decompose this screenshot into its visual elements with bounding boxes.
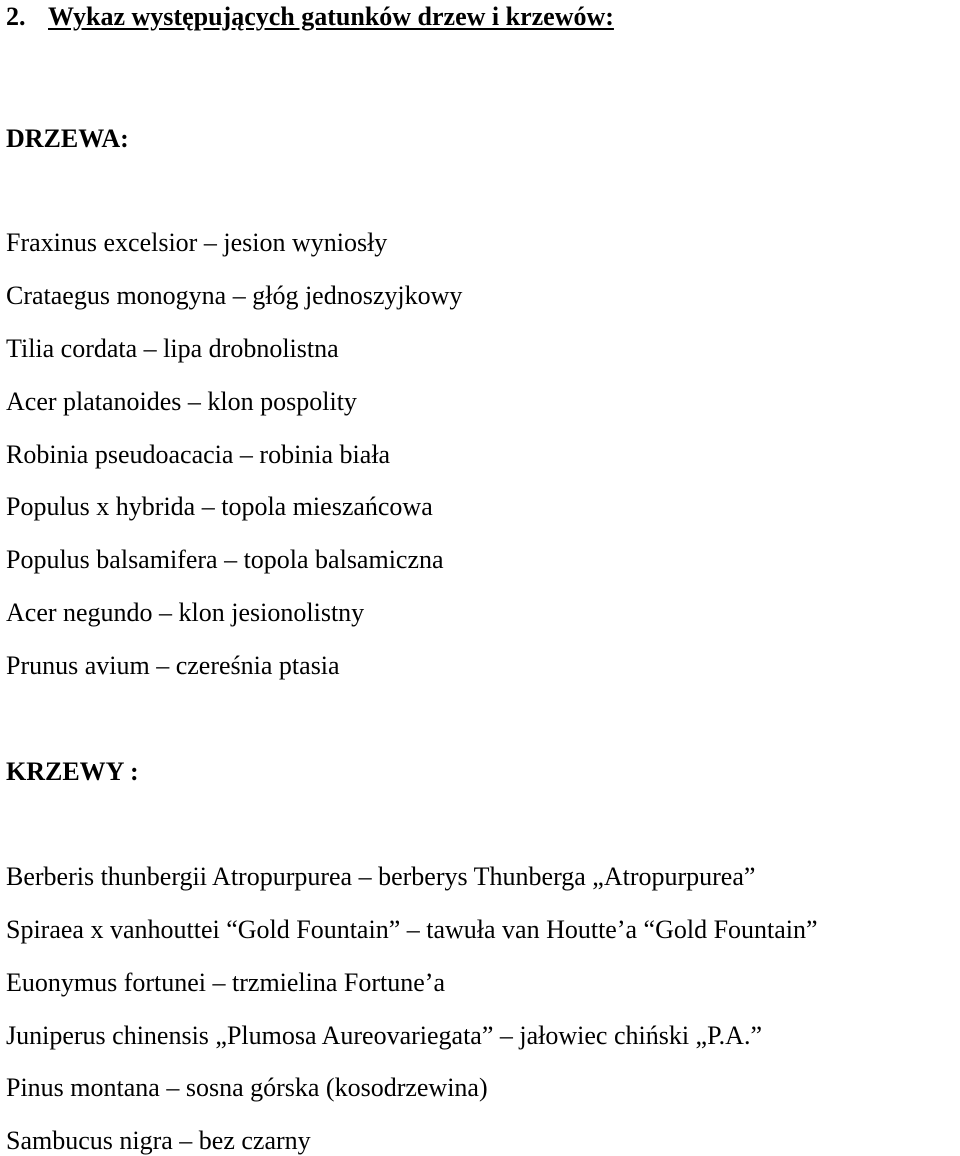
shrub-item: Spiraea x vanhouttei “Gold Fountain” – tawuła van Houtte’a “Gold Fountain” <box>6 915 818 944</box>
tree-item: Populus x hybrida – topola mieszańcowa <box>6 492 433 521</box>
tree-item: Populus balsamifera – topola balsamiczna <box>6 545 444 574</box>
tree-item: Fraxinus excelsior – jesion wyniosły <box>6 228 388 257</box>
tree-item: Acer platanoides – klon pospolity <box>6 387 357 416</box>
shrub-item: Pinus montana – sosna górska (kosodrzewina) <box>6 1073 488 1102</box>
tree-item: Tilia cordata – lipa drobnolistna <box>6 334 339 363</box>
section-title <box>6 2 614 32</box>
shrubs-heading: KRZEWY : <box>6 757 139 786</box>
trees-heading: DRZEWA: <box>6 124 129 153</box>
tree-item: Crataegus monogyna – głóg jednoszyjkowy <box>6 281 463 310</box>
section-title-text: Wykaz występujących gatunków drzew i krzewów: <box>48 2 614 31</box>
tree-item: Robinia pseudoacacia – robinia biała <box>6 440 391 469</box>
shrub-item: Berberis thunbergii Atropurpurea – berberys Thunberga „Atropurpurea” <box>6 862 756 891</box>
section-number: 2. <box>6 2 26 31</box>
tree-item: Acer negundo – klon jesionolistny <box>6 598 365 627</box>
shrub-item: Euonymus fortunei – trzmielina Fortune’a <box>6 968 446 997</box>
tree-item: Prunus avium – czereśnia ptasia <box>6 651 340 680</box>
shrub-item: Sambucus nigra – bez czarny <box>6 1126 311 1155</box>
shrub-item: Juniperus chinensis „Plumosa Aureovariegata” – jałowiec chiński „P.A.” <box>6 1021 762 1050</box>
